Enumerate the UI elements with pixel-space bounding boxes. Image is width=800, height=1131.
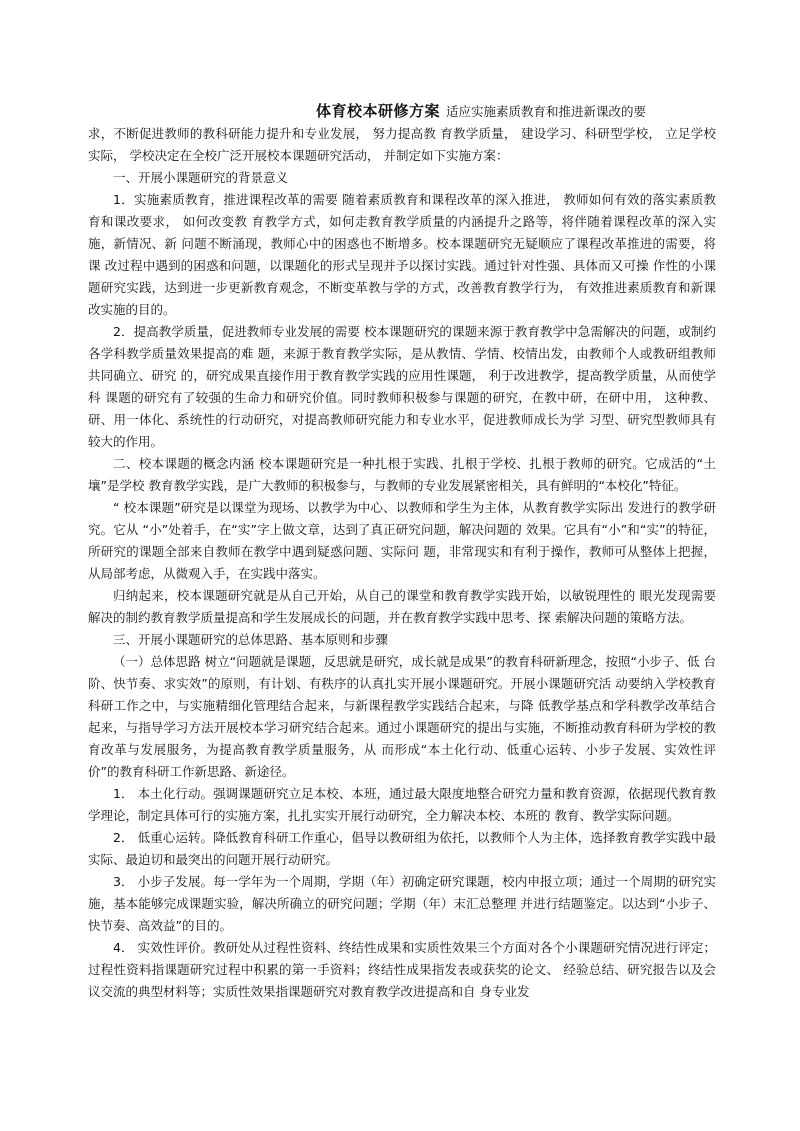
section-heading: 二、校本课题的概念内涵 校本课题研究是一种扎根于实践、扎根于学校、扎根于教师的研究。它成活的“土壤”是学校 教育教学实践，是广大教师的积极参与，与教师的专业发展紧密相关，具有鲜明的“本校化”特征。 <box>88 456 716 493</box>
list-item: 3． 小步子发展。每一学年为一个周期，学期（年）初确定研究课题，校内申报立项；通过一个周期的研究实施，基本能够完成课题实验，解决所确立的研究问题；学期（年）末汇总整理 并进行结题鉴定。以达到“小步子、快节奏、高效益”的目的。 <box>88 874 716 933</box>
paragraph: “ 校本课题”研究是以课堂为现场、以教学为中心、以教师和学生为主体，从教育教学实际出 发进行的教学研究。它从 “小”处着手，在“实”字上做文章，达到了真正研究问题，解决问题的 效果。它具有“小”和“实”的特征，所研究的课题全部来自教师在教学中遇到疑惑问题、实际问 题，非常现实和有利于操作，教师可从整体上把握，从局部考虑，从微观入手，在实践中落实。 <box>88 500 716 581</box>
section-heading: 一、开展小课题研究的背景意义 <box>113 170 289 185</box>
paragraph: （一）总体思路 树立“问题就是课题，反思就是研究，成长就是成果”的教育科研新理念，按照“小步子、低 台阶、快节奏、求实效”的原则，有计划、有秩序的认真扎实开展小课题研究。开展小课题研究活 动要纳入学校教育科研工作之中，与实施精细化管理结合起来，与新课程教学实践结合起来，与降 低教学基点和学科教学改革结合起来，与指导学习方法开展校本学习研究结合起来。通过小课题研究的提出与实施，不断推动教育科研为学校的教育改革与发展服务，为提高教育教学质量服务，从 而形成“本土化行动、低重心运转、小步子发展、实效性评价”的教育科研工作新思路、新途径。 <box>88 654 716 779</box>
paragraph: 归纳起来，校本课题研究就是从自己开始，从自己的课堂和教育教学实践开始，以敏锐理性的 眼光发现需要解决的制约教育教学质量提高和学生发展成长的问题，并在教育教学实践中思考、探 索解决问题的策略方法。 <box>88 588 716 625</box>
intro-start: 适应实施素质教育和推进新课改的要 <box>446 104 647 119</box>
document-title: 体育校本研修方案 <box>316 102 441 120</box>
paragraph: 2．提高教学质量，促进教师专业发展的需要 校本课题研究的课题来源于教育教学中急需解决的问题，或制约各学科教学质量效果提高的难 题，来源于教育教学实际，是从教情、学情、校情出发，由教师个人或教研组教师共同确立、研究 的，研究成果直接作用于教育教学实践的应用性课题， 利于改进教学，提高教学质量，从而使学科 课题的研究有了较强的生命力和研究价值。同时教师积极参与课题的研究，在教中研，在研中用， 这种教、研、用一体化、系统性的行动研究，对提高教师研究能力和专业水平，促进教师成长为学 习型、研究型教师具有较大的作用。 <box>88 324 716 449</box>
document-body <box>88 100 716 1003</box>
title-line <box>316 100 716 123</box>
list-item: 2． 低重心运转。降低教育科研工作重心，倡导以教研组为依托，以教师个人为主体，选择教育教学实践中最实际、最迫切和最突出的问题开展行动研究。 <box>88 830 716 867</box>
list-item: 1． 本土化行动。强调课题研究立足本校、本班，通过最大限度地整合研究力量和教育资源，依据现代教育教学理论，制定具体可行的实施方案，扎扎实实开展行动研究，全力解决本校、本班的 教育、教学实际问题。 <box>88 786 716 823</box>
paragraph: 1．实施素质教育，推进课程改革的需要 随着素质教育和课程改革的深入推进， 教师如何有效的落实素质教育和课改要求， 如何改变教 育教学方式，如何走教育教学质量的内涵提升之路等，将伴随着课程改革的深入实施，新情况、新 问题不断涌现，教师心中的困惑也不断增多。校本课题研究无疑顺应了课程改革推进的需要，将课 改过程中遇到的困惑和问题，以课题化的形式呈现并予以探讨实践。通过针对性强、具体而又可操 作性的小课题研究实践，达到进一步更新教育观念，不断变革教与学的方式，改善教育教学行为， 有效推进素质教育和新课改实施的目的。 <box>88 192 716 317</box>
intro-paragraph: 求，不断促进教师的教科研能力提升和专业发展， 努力提高教 育教学质量， 建设学习、科研型学校， 立足学校实际， 学校决定在全校广泛开展校本课题研究活动， 并制定如下实施方案： <box>88 126 716 163</box>
list-item: 4． 实效性评价。教研处从过程性资料、终结性成果和实质性效果三个方面对各个小课题研究情况进行评定；过程性资料指课题研究过程中积累的第一手资料；终结性成果指发表或获奖的论文、 经验总结、研究报告以及会议交流的典型材料等；实质性效果指课题研究对教育教学改进提高和自 身专业发 <box>88 940 716 999</box>
section-heading: 三、开展小课题研究的总体思路、基本原则和步骤 <box>113 632 389 647</box>
